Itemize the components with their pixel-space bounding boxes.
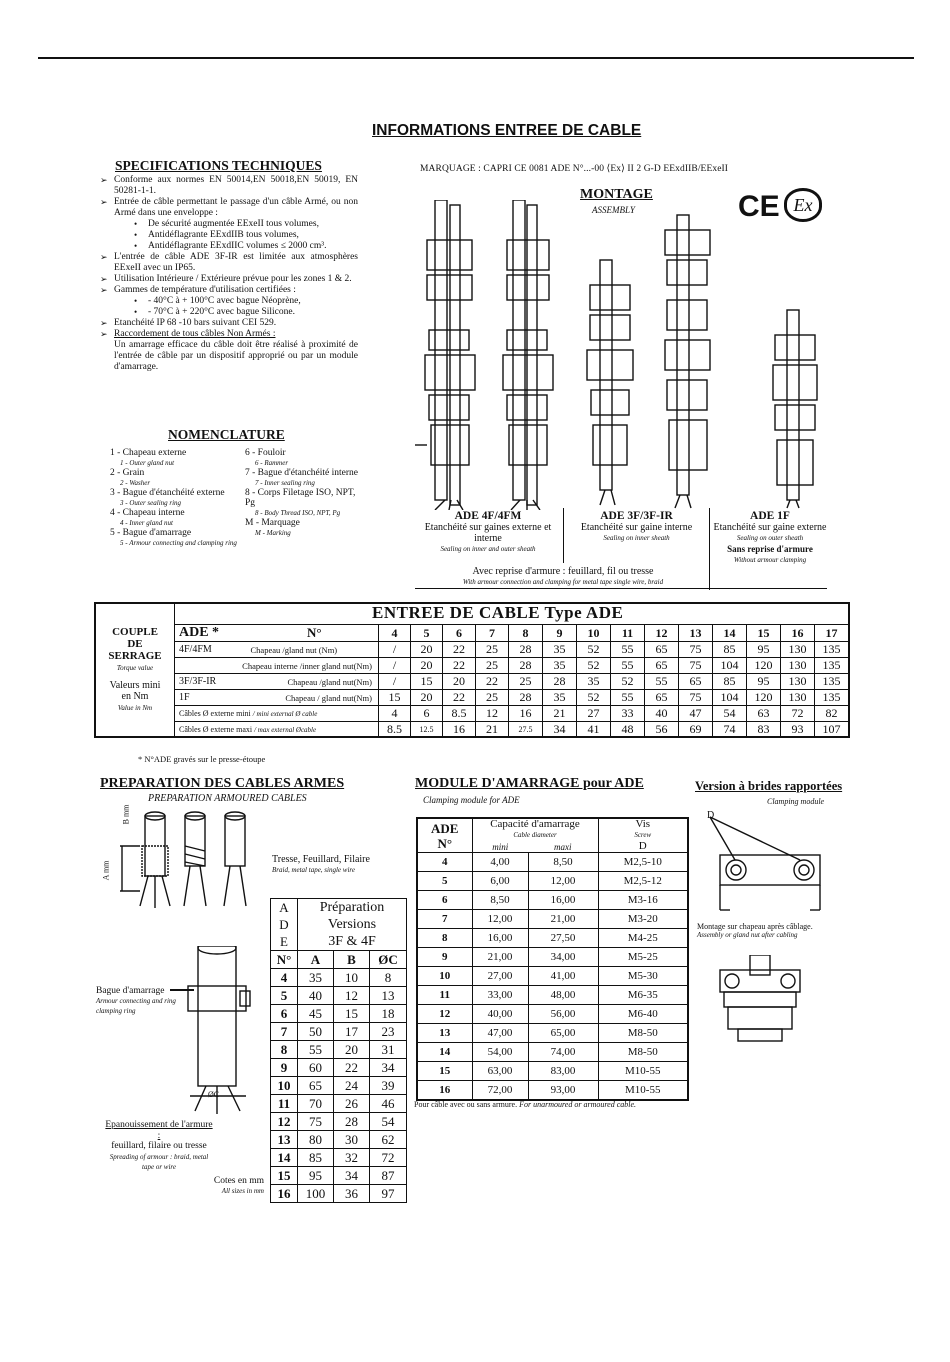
brides-heading: Version à brides rapportées (695, 779, 843, 793)
module-cell: M2,5-12 (598, 872, 688, 891)
prep-cell: 18 (370, 1005, 407, 1023)
module-row (417, 1062, 688, 1081)
prep-cell: 23 (370, 1023, 407, 1041)
size-header: 15 (747, 625, 781, 642)
module-cell: 8 (417, 929, 472, 948)
prep-cell: 13 (370, 987, 407, 1005)
d-label: D (707, 810, 715, 821)
module-row (417, 1043, 688, 1062)
module-cell: 21,00 (528, 910, 598, 929)
prep-cell: 9 (271, 1059, 298, 1077)
ade-table (174, 624, 849, 738)
prep-cell: 14 (271, 1149, 298, 1167)
size-header: 10 (577, 625, 611, 642)
module-row (417, 1024, 688, 1043)
prep-col-header: N° A B ØC (271, 951, 407, 969)
module-cell: M8-50 (598, 1043, 688, 1062)
prep-cell: 100 (298, 1185, 334, 1203)
prep-cell: 10 (271, 1077, 298, 1095)
module-row (417, 967, 688, 986)
module-cell: 16 (417, 1081, 472, 1101)
module-cell: 27,00 (472, 967, 528, 986)
module-cell: 6,00 (472, 872, 528, 891)
gland-4f-drawing (415, 200, 475, 510)
module-cell: 15 (417, 1062, 472, 1081)
size-header: 13 (679, 625, 713, 642)
ade-row: Câbles Ø externe mini / mini external Ø cable 4 6 8.5 12 16 21 27 33 40 47 54 63 72 82 (175, 706, 849, 722)
module-heading: MODULE D'AMARRAGE pour ADE (415, 776, 644, 791)
module-row (417, 872, 688, 891)
module-cell: 54,00 (472, 1043, 528, 1062)
prep-header: A D E Préparation Versions 3F & 4F (271, 899, 407, 951)
prep-row (271, 1131, 407, 1149)
module-row (417, 929, 688, 948)
module-cell: 16,00 (472, 929, 528, 948)
ce-mark: CE (738, 190, 780, 223)
module-note: Pour câble avec ou sans armure. For unarmoured or armoured cable. (414, 1100, 637, 1109)
prep-row (271, 1167, 407, 1185)
module-cell: 4 (417, 853, 472, 872)
size-header: 17 (815, 625, 849, 642)
prep-cell: 75 (298, 1113, 334, 1131)
prep-cell: 5 (271, 987, 298, 1005)
prep-cell: 32 (334, 1149, 370, 1167)
size-header: 5 (411, 625, 443, 642)
nomenclature-item: 8 - Corps Filetage ISO, NPT, Pg 8 - Body Thread ISO, NPT, Pg (245, 488, 356, 517)
prep-cell: 17 (334, 1023, 370, 1041)
prep-row (271, 1077, 407, 1095)
gland-3f-drawing (587, 260, 633, 505)
size-header: 4 (379, 625, 411, 642)
nomenclature-right (245, 448, 360, 538)
preparation-table (270, 898, 407, 1203)
module-row (417, 986, 688, 1005)
module-cell: 27,50 (528, 929, 598, 948)
prep-cell: 24 (334, 1077, 370, 1095)
module-cell: 12 (417, 1005, 472, 1024)
spec-sub-item: • - 40°C à + 100°C avec bague Néoprène, (134, 296, 358, 307)
top-rule (38, 57, 914, 59)
montage-divider (709, 508, 710, 590)
prep-cell: 28 (334, 1113, 370, 1131)
montage-drawing (415, 200, 835, 510)
arrow-icon (170, 989, 194, 991)
brides-note: Montage sur chapeau après câblage. Assembly or gland nut after cabling (697, 922, 813, 939)
prep-cell: 15 (271, 1167, 298, 1185)
spec-sub-item: • Antidéflagrante EExdIIB tous volumes, (134, 230, 358, 241)
prep-cell: 20 (334, 1041, 370, 1059)
gland-1f-drawing (773, 310, 817, 508)
spec-item: ➢ Etanchéité IP 68 -10 bars suivant CEI 529. (100, 318, 358, 329)
prep-cell: 39 (370, 1077, 407, 1095)
prep-cell: 95 (298, 1167, 334, 1185)
module-cell: 48,00 (528, 986, 598, 1005)
module-cell: 6 (417, 891, 472, 910)
size-header: 7 (476, 625, 509, 642)
prep-row (271, 1185, 407, 1203)
prep-cell: 12 (271, 1113, 298, 1131)
module-cell: 65,00 (528, 1024, 598, 1043)
marquage-line: MARQUAGE : CAPRI CE 0081 ADE N°...-00 ⟨Ex⟩ II 2 G-D EExdIIB/EExeII (420, 164, 729, 174)
nomenclature-item: 4 - Chapeau interne 4 - Inner gland nut (110, 508, 185, 527)
ade-row: 4F/4FM Chapeau /gland nut (Nm) / 20 22 25 28 35 52 55 65 75 85 95 130 135 (175, 642, 849, 658)
spec-item: ➢ Raccordement de tous câbles Non Armés : Un amarrage efficace du câble doit être réalisé à proximité de l'entrée de câble par un dispositif approprié ou par un module d'amarrage. (100, 329, 358, 373)
cotes-label: Cotes en mm All sizes in mm (213, 1176, 264, 1195)
prep-cell: 12 (334, 987, 370, 1005)
montage-subheading: ASSEMBLY (592, 205, 635, 215)
prep-cell: 87 (370, 1167, 407, 1185)
prep-cell: 54 (370, 1113, 407, 1131)
spec-item: ➢ Gammes de température d'utilisation certifiées : • - 40°C à + 100°C avec bague Néoprène, • - 70°C à + 220°C avec bague Silicone. (100, 285, 358, 318)
prep-row (271, 1095, 407, 1113)
module-row (417, 853, 688, 872)
spec-item: ➢ L'entrée de câble ADE 3F-IR est limitée aux atmosphères EExeII avec un IP65. (100, 252, 358, 274)
module-row (417, 910, 688, 929)
module-cell: 8,50 (528, 853, 598, 872)
ade-row: Câbles Ø externe maxi / max external Øcable 8.5 12.5 16 21 27.5 34 41 48 56 69 74 83 93 107 (175, 722, 849, 738)
module-cell: 5 (417, 872, 472, 891)
module-cell: M10-55 (598, 1081, 688, 1101)
module-cell: 12,00 (528, 872, 598, 891)
bague-label: Bague d'amarrage Armour connecting and ring clamping ring (96, 986, 176, 1015)
module-cell: 4,00 (472, 853, 528, 872)
module-cell: 9 (417, 948, 472, 967)
prep-cell: 97 (370, 1185, 407, 1203)
prep-cell: 72 (370, 1149, 407, 1167)
size-header: 12 (645, 625, 679, 642)
module-cell: 72,00 (472, 1081, 528, 1101)
ade-row: 1F Chapeau / gland nut(Nm) 15 20 22 25 28 35 52 55 65 75 104 120 130 135 (175, 690, 849, 706)
spec-item: ➢ Utilisation Intérieure / Extérieure prévue pour les zones 1 & 2. (100, 274, 358, 285)
caption-3f: ADE 3F/3F-IR Etanchéité sur gaine interne Sealing on inner sheath (580, 510, 693, 542)
module-cell: M6-35 (598, 986, 688, 1005)
nomenclature-left (110, 448, 240, 548)
brides-subheading: Clamping module (767, 797, 825, 806)
prep-cell: 60 (298, 1059, 334, 1077)
prep-cell: 40 (298, 987, 334, 1005)
montage-heading: MONTAGE (580, 187, 653, 202)
module-cell: 63,00 (472, 1062, 528, 1081)
module-cell: 41,00 (528, 967, 598, 986)
prep-cell: 55 (298, 1041, 334, 1059)
prep-cell: 62 (370, 1131, 407, 1149)
nomenclature-item: 6 - Fouloir 6 - Rammer (245, 448, 289, 467)
module-cell: M6-40 (598, 1005, 688, 1024)
module-row (417, 948, 688, 967)
module-cell: M2,5-10 (598, 853, 688, 872)
ade-footnote: * N°ADE gravés sur le presse-étoupe (138, 754, 266, 764)
module-cell: 8,50 (472, 891, 528, 910)
module-cell: 40,00 (472, 1005, 528, 1024)
ade-header-row (175, 625, 849, 642)
prep-cell: 65 (298, 1077, 334, 1095)
module-cell: 34,00 (528, 948, 598, 967)
brides-drawing (700, 815, 840, 915)
module-cell: 56,00 (528, 1005, 598, 1024)
module-cell: 21,00 (472, 948, 528, 967)
module-cell: 12,00 (472, 910, 528, 929)
ade-row: Chapeau interne /inner gland nut(Nm) / 20 22 25 28 35 52 55 65 75 104 120 130 135 (175, 658, 849, 674)
n-col-header: N° (251, 625, 379, 642)
prep-row (271, 1113, 407, 1131)
prep-cell: 13 (271, 1131, 298, 1149)
prep-row (271, 1005, 407, 1023)
module-subheader: mini maxi (417, 842, 688, 853)
nomenclature-heading: NOMENCLATURE (168, 427, 285, 442)
prep-cell: 7 (271, 1023, 298, 1041)
nomenclature-item: 1 - Chapeau externe 1 - Outer gland nut (110, 448, 187, 467)
ade-row: 3F/3F-IR Chapeau /gland nut(Nm) / 15 20 22 25 28 35 52 55 65 85 95 130 135 (175, 674, 849, 690)
nomenclature-item: M - Marquage M - Marking (245, 518, 300, 537)
module-cell: 74,00 (528, 1043, 598, 1062)
gland-4fm-drawing (503, 200, 553, 510)
prep-cell: 50 (298, 1023, 334, 1041)
prep-row (271, 1023, 407, 1041)
ade-table-title: ENTREE DE CABLE Type ADE (372, 603, 624, 622)
dim-b-label: B mm (121, 804, 131, 825)
size-header: 14 (713, 625, 747, 642)
prep-cell: 11 (271, 1095, 298, 1113)
prep-cell: 6 (271, 1005, 298, 1023)
spec-sub-item: • De sécurité augmentée EExeII tous volumes, (134, 219, 358, 230)
prep-cell: 15 (334, 1005, 370, 1023)
prep-cell: 10 (334, 969, 370, 987)
caption-4f: ADE 4F/4FM Etanchéité sur gaines externe et interne Sealing on inner and outer sheath (424, 510, 552, 553)
preparation-heading: PREPARATION DES CABLES ARMES (100, 776, 345, 791)
prep-cell: 34 (370, 1059, 407, 1077)
preparation-subheading: PREPARATION ARMOURED CABLES (148, 793, 307, 804)
prep-cell: 8 (370, 969, 407, 987)
ex-mark-icon: Ex (784, 188, 822, 222)
caption-1f: ADE 1F Etanchéité sur gaine externe Sealing on outer sheath Sans reprise d'armure Without armour clamping (713, 510, 827, 564)
prep-cell: 8 (271, 1041, 298, 1059)
module-row (417, 1081, 688, 1101)
prep-row (271, 1041, 407, 1059)
prep-cell: 45 (298, 1005, 334, 1023)
module-row (417, 1005, 688, 1024)
prep-cell: 16 (271, 1185, 298, 1203)
spec-sub-item: • - 70°C à + 220°C avec bague Silicone. (134, 307, 358, 318)
module-cell: M5-30 (598, 967, 688, 986)
armour-caption: Avec reprise d'armure : feuillard, fil ou tresse With armour connection and clamping for metal tape single wire, braid (462, 566, 664, 586)
module-cell: 83,00 (528, 1062, 598, 1081)
size-header: 6 (443, 625, 476, 642)
spec-item: ➢ Conforme aux normes EN 50014,EN 50018,EN 50019, EN 50281-1-1. (100, 175, 358, 197)
module-cell: M4-25 (598, 929, 688, 948)
prep-row (271, 1059, 407, 1077)
prep-row (271, 1149, 407, 1167)
prep-cell: 31 (370, 1041, 407, 1059)
tresse-label: Tresse, Feuillard, Filaire Braid, metal tape, single wire (272, 854, 370, 874)
module-row (417, 891, 688, 910)
prep-cell: 26 (334, 1095, 370, 1113)
module-cell: 13 (417, 1024, 472, 1043)
module-cell: 33,00 (472, 986, 528, 1005)
module-cell: 7 (417, 910, 472, 929)
specs-block (100, 175, 358, 373)
module-cell: 47,00 (472, 1024, 528, 1043)
module-cell: 16,00 (528, 891, 598, 910)
prep-cell: 22 (334, 1059, 370, 1077)
module-table (416, 817, 689, 1101)
size-header: 9 (543, 625, 577, 642)
size-header: 11 (611, 625, 645, 642)
prep-cell: 35 (298, 969, 334, 987)
prep-cell: 80 (298, 1131, 334, 1149)
prep-cell: 46 (370, 1095, 407, 1113)
prep-cell: 30 (334, 1131, 370, 1149)
epanou-label: Epanouissement de l'armure : feuillard, filaire ou tresse Spreading of armour : braid, metal tape or wire (105, 1120, 213, 1171)
prep-cell: 36 (334, 1185, 370, 1203)
prep-row (271, 987, 407, 1005)
module-header: ADE N° Capacité d'amarrage Cable diameter Vis Screw D (417, 818, 688, 842)
size-header: 8 (509, 625, 543, 642)
module-cell: M5-25 (598, 948, 688, 967)
module-cell: 93,00 (528, 1081, 598, 1101)
module-cell: M3-20 (598, 910, 688, 929)
prep-cell: 4 (271, 969, 298, 987)
spec-item: ➢ Entrée de câble permettant le passage d'un câble Armé, ou non Armé dans une enveloppe : • De sécurité augmentée EExeII tous volumes, • Antidéflagrante EExdIIB tous volumes, • Antidéflagrante EExdIIC volumes ≤ 2000 cm³. (100, 197, 358, 252)
nomenclature-item: 5 - Bague d'amarrage 5 - Armour connecting and clamping ring (110, 528, 237, 547)
prep-cell: 34 (334, 1167, 370, 1185)
size-header: 16 (781, 625, 815, 642)
page-title: INFORMATIONS ENTREE DE CABLE (372, 122, 642, 139)
specs-heading: SPECIFICATIONS TECHNIQUES (115, 158, 322, 173)
module-cell: 10 (417, 967, 472, 986)
spec-sub-item: • Antidéflagrante EExdIIC volumes ≤ 2000 cm³. (134, 241, 358, 252)
module-cell: 14 (417, 1043, 472, 1062)
couple-cell: COUPLE DE SERRAGE Torque value Valeurs mini en Nm Value in Nm (96, 604, 175, 736)
prep-row (271, 969, 407, 987)
gland-3f-ir-drawing (665, 215, 710, 508)
brides-assembly-drawing (710, 955, 810, 1045)
dim-a-label: A mm (101, 860, 111, 881)
module-cell: 11 (417, 986, 472, 1005)
ade-col-header: ADE * (175, 625, 251, 642)
prep-cell: 70 (298, 1095, 334, 1113)
prep-cell: 85 (298, 1149, 334, 1167)
nomenclature-item: 2 - Grain 2 - Washer (110, 468, 151, 487)
module-cell: M8-50 (598, 1024, 688, 1043)
montage-divider (563, 508, 564, 563)
module-cell: M10-55 (598, 1062, 688, 1081)
module-cell: M3-16 (598, 891, 688, 910)
nomenclature-item: 7 - Bague d'étanchéité interne 7 - Inner sealing ring (245, 468, 359, 487)
oc-label: ØC (208, 1090, 220, 1099)
module-subheading: Clamping module for ADE (423, 795, 520, 805)
nomenclature-item: 3 - Bague d'étanchéité externe 3 - Outer sealing ring (110, 488, 225, 507)
